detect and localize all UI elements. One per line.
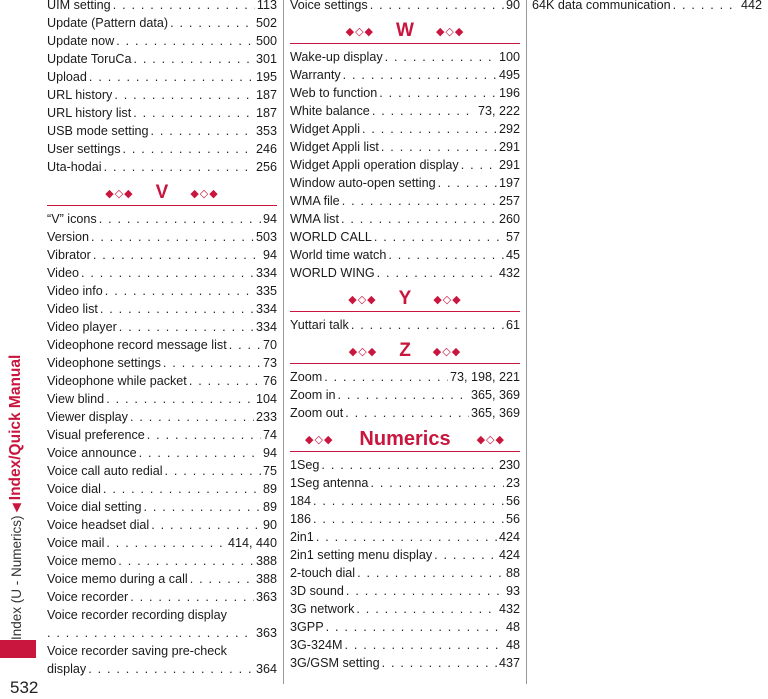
leader-dots (116, 32, 254, 50)
entry-page: 74 (262, 428, 277, 442)
leader-dots (151, 122, 254, 140)
entry-page: 363 (255, 626, 277, 640)
leader-dots (324, 368, 448, 386)
leader-dots (351, 316, 504, 334)
entry-label: Voice call auto redial (47, 464, 163, 478)
side-index-tab (0, 0, 36, 660)
entry-label: 1Seg (290, 458, 320, 472)
entry-label: URL history (47, 88, 113, 102)
diamond-deco-icon: ◆◇◆ (190, 187, 219, 200)
index-entry[interactable] (290, 210, 520, 228)
index-entry[interactable] (47, 86, 277, 104)
index-entry[interactable] (47, 0, 277, 14)
index-column-3 (532, 0, 762, 14)
entry-label: Zoom in (290, 388, 336, 402)
section-letter: Numerics (359, 427, 451, 450)
entry-page: 94 (262, 248, 277, 262)
entry-page: 500 (255, 34, 277, 48)
side-tab-subtitle: Index (U - Numerics) (8, 515, 24, 640)
leader-dots (100, 300, 254, 318)
index-entry[interactable] (47, 68, 277, 86)
leader-dots (118, 552, 254, 570)
leader-dots (165, 462, 261, 480)
index-entry[interactable] (290, 48, 520, 66)
leader-dots (163, 354, 261, 372)
leader-dots (47, 624, 254, 642)
index-entry[interactable] (47, 50, 277, 68)
entry-label: Videophone while packet (47, 374, 187, 388)
leader-dots (377, 264, 497, 282)
entry-page: 70 (262, 338, 277, 352)
entry-page: 363 (255, 590, 277, 604)
index-entry[interactable] (47, 158, 277, 176)
diamond-deco-icon: ◆◇◆ (476, 433, 505, 446)
entry-page: 73 (262, 356, 277, 370)
entry-label: Update ToruCa (47, 52, 132, 66)
leader-dots (91, 228, 254, 246)
leader-dots (343, 66, 497, 84)
entry-label: View blind (47, 392, 105, 406)
leader-dots (123, 140, 254, 158)
leader-dots (81, 264, 254, 282)
entry-page: 94 (262, 212, 277, 226)
column-divider (283, 0, 284, 684)
entry-label: Version (47, 230, 90, 244)
entry-page: 75 (262, 464, 277, 478)
side-tab-title: Index/Quick Manual (7, 354, 24, 501)
entry-label: Widget Appli operation display (290, 158, 459, 172)
entry-label: 3D sound (290, 584, 344, 598)
entry-label: Viewer display (47, 410, 128, 424)
entry-label: Voice dial (47, 482, 101, 496)
leader-dots (388, 246, 504, 264)
entry-page: 48 (505, 620, 520, 634)
leader-dots (356, 600, 497, 618)
index-entry-continued[interactable] (47, 624, 277, 642)
entry-page: 23 (505, 476, 520, 490)
entry-label: USB mode setting (47, 124, 149, 138)
index-entry[interactable] (290, 66, 520, 84)
leader-dots (99, 210, 261, 228)
index-entry[interactable] (290, 510, 520, 528)
entry-label: WORLD WING (290, 266, 375, 280)
entry-label: 64K data communication (532, 0, 671, 12)
entry-label: Web to function (290, 86, 378, 100)
entry-page: 353 (255, 124, 277, 138)
entry-page: 61 (505, 318, 520, 332)
index-entry[interactable] (290, 246, 520, 264)
index-entry[interactable] (47, 354, 277, 372)
entry-page: 113 (256, 0, 277, 12)
entry-label: Widget Appli (290, 122, 361, 136)
leader-dots (321, 456, 497, 474)
entry-page: 437 (498, 656, 520, 670)
index-entry[interactable] (47, 390, 277, 408)
index-entry[interactable] (47, 318, 277, 336)
index-entry[interactable] (47, 426, 277, 444)
index-entry[interactable] (47, 606, 277, 624)
index-entry[interactable] (47, 480, 277, 498)
index-entry[interactable] (47, 282, 277, 300)
entry-page: 233 (255, 410, 277, 424)
leader-dots (461, 156, 497, 174)
leader-dots (338, 386, 469, 404)
index-entry[interactable] (47, 300, 277, 318)
index-entry[interactable] (290, 174, 520, 192)
leader-dots (372, 102, 476, 120)
entry-page: 100 (498, 50, 520, 64)
leader-dots (106, 390, 254, 408)
index-entry[interactable] (290, 192, 520, 210)
entry-label: Update (Pattern data) (47, 16, 169, 30)
leader-dots (130, 588, 254, 606)
entry-label: Voice recorder recording display (47, 608, 227, 622)
entry-page: 90 (505, 0, 520, 12)
index-entry[interactable] (290, 404, 520, 422)
leader-dots (88, 660, 254, 678)
diamond-deco-icon: ◆◇◆ (345, 25, 375, 38)
leader-dots (379, 84, 497, 102)
entry-label: Voice recorder saving pre-check (47, 644, 227, 658)
section-letter: V (155, 182, 169, 203)
index-entry[interactable] (290, 618, 520, 636)
entry-label: 184 (290, 494, 312, 508)
entry-label: Visual preference (47, 428, 145, 442)
entry-page: 388 (255, 554, 277, 568)
entry-label: Warranty (290, 68, 341, 82)
index-entry[interactable] (47, 570, 277, 588)
entry-label: Voice announce (47, 446, 137, 460)
index-entry[interactable] (290, 654, 520, 672)
leader-dots (434, 546, 497, 564)
index-entry[interactable] (290, 156, 520, 174)
entry-label: 186 (290, 512, 312, 526)
index-entry[interactable] (47, 444, 277, 462)
leader-dots (93, 246, 261, 264)
index-entry[interactable] (290, 138, 520, 156)
index-entry[interactable] (47, 516, 277, 534)
entry-label: Voice settings (290, 0, 368, 12)
leader-dots (103, 480, 261, 498)
leader-dots (370, 0, 504, 14)
diamond-deco-icon: ◆◇◆ (348, 293, 377, 306)
index-entry[interactable] (47, 210, 277, 228)
index-entry[interactable] (47, 104, 277, 122)
entry-label: Update now (47, 34, 115, 48)
index-entry[interactable] (290, 528, 520, 546)
diamond-deco-icon: ◆◇◆ (348, 345, 378, 358)
entry-label: User settings (47, 142, 121, 156)
index-entry[interactable] (47, 408, 277, 426)
index-entry[interactable] (290, 228, 520, 246)
entry-page: 197 (498, 176, 520, 190)
entry-label: Voice memo (47, 554, 117, 568)
index-entry[interactable] (290, 582, 520, 600)
entry-page: 292 (498, 122, 520, 136)
entry-page: 503 (255, 230, 277, 244)
entry-label: Voice headset dial (47, 518, 150, 532)
leader-dots (385, 48, 497, 66)
entry-page: 334 (255, 302, 277, 316)
entry-page: 187 (255, 106, 277, 120)
leader-dots (345, 404, 469, 422)
section-letter: Y (398, 288, 412, 309)
leader-dots (119, 318, 254, 336)
leader-dots (381, 138, 497, 156)
leader-dots (313, 510, 504, 528)
leader-dots (189, 372, 261, 390)
entry-label: WMA list (290, 212, 339, 226)
leader-dots (326, 618, 504, 636)
leader-dots (113, 0, 255, 14)
leader-dots (357, 564, 504, 582)
index-entry[interactable] (290, 474, 520, 492)
leader-dots (342, 192, 497, 210)
entry-label: Zoom out (290, 406, 344, 420)
leader-dots (144, 498, 261, 516)
entry-page: 73, 198, 221 (449, 370, 520, 384)
entry-page: 414, 440 (227, 536, 277, 550)
index-entry[interactable] (290, 84, 520, 102)
index-entry[interactable] (47, 122, 277, 140)
column-divider (526, 0, 527, 684)
index-entry[interactable] (290, 564, 520, 582)
entry-label: Videophone record message list (47, 338, 227, 352)
entry-label: 3G-324M (290, 638, 343, 652)
entry-label: 3G network (290, 602, 355, 616)
index-entry[interactable] (290, 636, 520, 654)
entry-page: 57 (505, 230, 520, 244)
entry-page: 104 (255, 392, 277, 406)
leader-dots (313, 492, 504, 510)
index-entry[interactable] (290, 600, 520, 618)
entry-label: Voice memo during a call (47, 572, 188, 586)
leader-dots (133, 104, 254, 122)
entry-page: 364 (255, 662, 277, 676)
entry-page: 196 (498, 86, 520, 100)
section-header (290, 427, 520, 452)
entry-label: World time watch (290, 248, 387, 262)
entry-page: 495 (498, 68, 520, 82)
entry-page: 89 (262, 482, 277, 496)
entry-label: Uta-hodai (47, 160, 102, 174)
entry-label: White balance (290, 104, 370, 118)
entry-page: 291 (498, 140, 520, 154)
entry-page: 76 (262, 374, 277, 388)
entry-label: Voice recorder (47, 590, 129, 604)
side-tab-text (2, 0, 30, 640)
index-entry[interactable] (290, 386, 520, 404)
leader-dots (673, 0, 739, 14)
leader-dots (341, 210, 497, 228)
entry-page: 73, 222 (477, 104, 520, 118)
leader-dots (139, 444, 261, 462)
entry-label: WMA file (290, 194, 340, 208)
entry-label: Upload (47, 70, 87, 84)
index-entry[interactable] (47, 552, 277, 570)
leader-dots (147, 426, 261, 444)
index-entry[interactable] (290, 120, 520, 138)
entry-page: 257 (498, 194, 520, 208)
index-entry[interactable] (47, 264, 277, 282)
leader-dots (229, 336, 261, 354)
entry-page: 365, 369 (470, 406, 520, 420)
diamond-deco-icon: ◆◇◆ (435, 25, 465, 38)
entry-label: UIM setting (47, 0, 111, 12)
index-column-1 (47, 0, 277, 678)
leader-dots (105, 282, 254, 300)
leader-dots (114, 86, 254, 104)
diamond-deco-icon: ◆◇◆ (432, 345, 462, 358)
entry-page: 502 (255, 16, 277, 30)
entry-page: 334 (255, 266, 277, 280)
entry-page: 195 (255, 70, 277, 84)
entry-label: Widget Appli list (290, 140, 379, 154)
page-number: 532 (10, 678, 39, 697)
entry-page: 291 (498, 158, 520, 172)
index-entry[interactable] (290, 456, 520, 474)
leader-dots (382, 654, 497, 672)
leader-dots (374, 228, 504, 246)
index-entry[interactable] (47, 462, 277, 480)
entry-label: URL history list (47, 106, 132, 120)
entry-page: 365, 369 (470, 388, 520, 402)
index-column-2 (290, 0, 520, 672)
entry-label: Video (47, 266, 79, 280)
entry-page: 48 (505, 638, 520, 652)
entry-label: WORLD CALL (290, 230, 372, 244)
leader-dots (106, 534, 226, 552)
index-entry[interactable] (47, 32, 277, 50)
entry-label: Vibrator (47, 248, 91, 262)
index-entry[interactable] (47, 498, 277, 516)
entry-page: 246 (255, 142, 277, 156)
side-color-bar (0, 640, 36, 658)
leader-dots (345, 636, 504, 654)
entry-page: 230 (498, 458, 520, 472)
index-entry[interactable] (290, 546, 520, 564)
leader-dots (89, 68, 254, 86)
index-entry[interactable] (290, 492, 520, 510)
index-entry[interactable] (47, 336, 277, 354)
entry-page: 301 (255, 52, 277, 66)
index-entry-continued[interactable] (47, 660, 277, 678)
leader-dots (370, 474, 504, 492)
leader-dots (104, 158, 254, 176)
entry-label: Wake-up display (290, 50, 383, 64)
entry-page: 88 (505, 566, 520, 580)
diamond-deco-icon: ◆◇◆ (305, 433, 334, 446)
entry-page: 260 (498, 212, 520, 226)
entry-label: 3G/GSM setting (290, 656, 380, 670)
leader-dots (438, 174, 497, 192)
entry-page: 187 (255, 88, 277, 102)
index-entry[interactable] (290, 316, 520, 334)
entry-label: Voice dial setting (47, 500, 142, 514)
entry-page: 432 (498, 602, 520, 616)
diamond-deco-icon: ◆◇◆ (433, 293, 462, 306)
section-header (290, 287, 520, 312)
entry-label: 2-touch dial (290, 566, 356, 580)
entry-page: 432 (498, 266, 520, 280)
index-entry[interactable] (47, 246, 277, 264)
leader-dots (170, 14, 254, 32)
entry-page: 424 (498, 530, 520, 544)
entry-label: “V” icons (47, 212, 97, 226)
entry-page: 424 (498, 548, 520, 562)
entry-page: 335 (255, 284, 277, 298)
entry-page: 94 (262, 446, 277, 460)
index-entry[interactable] (290, 102, 520, 120)
diamond-deco-icon: ◆◇◆ (105, 187, 134, 200)
entry-label: Window auto-open setting (290, 176, 436, 190)
index-entry[interactable] (47, 14, 277, 32)
entry-label: Yuttari talk (290, 318, 349, 332)
entry-label: Video list (47, 302, 98, 316)
index-entry[interactable] (47, 642, 277, 660)
entry-label-continued: display (47, 662, 87, 676)
leader-dots (133, 50, 254, 68)
entry-page: 388 (255, 572, 277, 586)
entry-page: 56 (505, 512, 520, 526)
entry-page: 45 (505, 248, 520, 262)
index-entry[interactable] (47, 228, 277, 246)
leader-dots (190, 570, 254, 588)
entry-label: Voice mail (47, 536, 105, 550)
entry-label: Video player (47, 320, 117, 334)
index-entry[interactable] (47, 534, 277, 552)
entry-page: 56 (505, 494, 520, 508)
index-entry[interactable] (290, 0, 520, 14)
index-entry[interactable] (532, 0, 762, 14)
entry-label: 3GPP (290, 620, 324, 634)
leader-dots (362, 120, 497, 138)
entry-page: 334 (255, 320, 277, 334)
entry-page: 93 (505, 584, 520, 598)
index-entry[interactable] (47, 372, 277, 390)
entry-page: 442 (740, 0, 762, 12)
entry-page: 90 (262, 518, 277, 532)
entry-label: 1Seg antenna (290, 476, 369, 490)
section-letter: W (396, 20, 414, 41)
section-letter: Z (399, 340, 411, 361)
entry-label: Videophone settings (47, 356, 161, 370)
index-entry[interactable] (290, 368, 520, 386)
arrow-left-icon: ◀ (9, 503, 23, 513)
leader-dots (130, 408, 254, 426)
index-entry[interactable] (47, 588, 277, 606)
entry-page: 89 (262, 500, 277, 514)
entry-label: Zoom (290, 370, 323, 384)
entry-label: 2in1 (290, 530, 314, 544)
leader-dots (316, 528, 497, 546)
leader-dots (151, 516, 261, 534)
leader-dots (346, 582, 504, 600)
entry-page: 256 (255, 160, 277, 174)
index-entry[interactable] (290, 264, 520, 282)
index-entry[interactable] (47, 140, 277, 158)
section-header (290, 19, 520, 44)
section-header (290, 339, 520, 364)
section-header (47, 181, 277, 206)
entry-label: 2in1 setting menu display (290, 548, 433, 562)
entry-label: Video info (47, 284, 103, 298)
